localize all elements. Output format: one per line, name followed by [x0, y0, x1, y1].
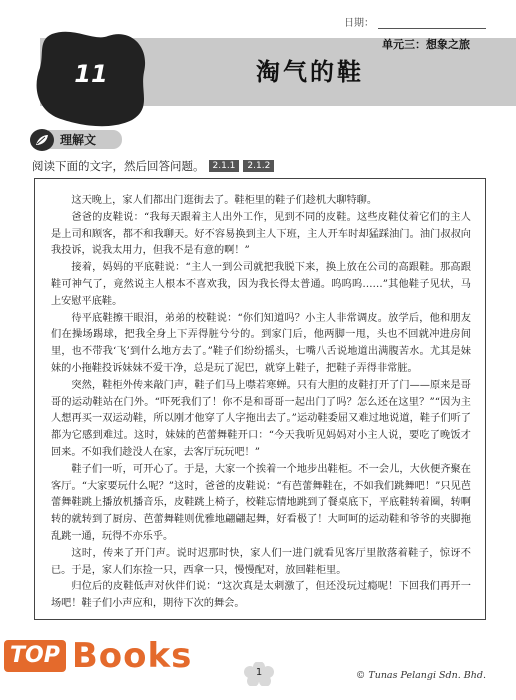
watermark-books: Books — [71, 636, 193, 676]
leaf-icon — [30, 129, 54, 151]
page-number: 1 — [255, 667, 263, 678]
lesson-number: 11 — [74, 60, 108, 88]
date-field — [344, 14, 486, 29]
page-number-badge — [244, 662, 274, 686]
paragraph: 归位后的皮鞋低声对伙伴们说：“这次真是太刺激了，但还没玩过瘾呢！下回我们再开一场吧！鞋子们小声应和，期待下次的舞会。 — [51, 581, 471, 610]
paragraph: 突然，鞋柜外传来敲门声，鞋子们马上噤若寒蝉。只有大胆的皮鞋打开了门——原来是哥哥的运动鞋站在门外。“吓死我们了！你不是和哥哥一起出门了吗？怎么还在这里？”“因为主人想再买一双运动鞋，所以刚才他穿了人字拖出去了。”运动鞋委屈又难过地说道，鞋子们听了都为它感到难过。这时，妹妹的芭蕾舞鞋开口：“今天我听见妈妈对小主人说，要吃了晚饭才回来。不如我们趁没人在家，去客厅玩玩吧！” — [51, 379, 471, 458]
instruction-text: 阅读下面的文字，然后回答问题。 — [32, 159, 205, 173]
paragraph: 鞋子们一听，可开心了。于是，大家一个挨着一个地步出鞋柜。不一会儿，大伙便齐聚在客厅。“大家要玩什么呢？”这时，爸爸的皮鞋说：“有芭蕾舞鞋在，不如我们跳舞吧！”只见芭蕾舞鞋跳上播放机播音乐，皮鞋跳上椅子，校鞋忘情地跳到了餐桌底下，平底鞋转着圈，转啊转的就转到了厨房、芭蕾舞鞋则优雅地翩翩起舞，好看极了！大呵呵的运动鞋和爷爷的夹脚拖乱跳一通，玩得不亦乐乎。 — [51, 463, 471, 542]
topbooks-watermark — [4, 636, 192, 676]
paragraph: 待平底鞋擦干眼泪，弟弟的校鞋说：“你们知道吗？小主人非常调皮。放学后，他和朋友们在操场踢球，把我全身上下弄得脏兮兮的。到家门后，他两脚一甩，头也不回就冲进房间里，也不带我‘飞’到什么地方去了。”鞋子们纷纷摇头，七嘴八舌说地道出满腹苦水。尤其是妹妹的小拖鞋投诉妹妹不爱干净，总是玩了泥巴，就穿上鞋子，把鞋子弄得非常脏。 — [51, 312, 471, 374]
paragraph: 爸爸的皮鞋说：“我每天跟着主人出外工作，见到不同的皮鞋。这些皮鞋仗着它们的主人是上司和顾客，都不和我聊天。好不容易换到主人下班，主人开车时却猛踩油门。油门叔叔向我投诉，说我太用力，但我不是有意的啊！” — [51, 211, 471, 257]
date-label: 日期： — [344, 18, 374, 29]
paragraph: 这时，传来了开门声。说时迟那时快，家人们一进门就看见客厅里散落着鞋子，惊讶不已。于是，家人们东捡一只，西拿一只，慢慢配对，放回鞋柜里。 — [51, 547, 471, 576]
skill-code: 2.1.1 — [209, 160, 240, 172]
skill-code: 2.1.2 — [243, 160, 274, 172]
unit-label: 单元三：想象之旅 — [382, 38, 470, 51]
instruction — [32, 158, 274, 174]
section-label: 理解文 — [48, 130, 122, 149]
watermark-top: TOP — [4, 640, 66, 672]
date-line — [378, 18, 486, 29]
paragraph: 接着，妈妈的平底鞋说：“主人一到公司就把我脱下来，换上放在公司的高跟鞋。那高跟鞋可神气了，竟然说主人根本不喜欢我，因为我长得太普通。呜呜呜……”其他鞋子见状，马上安慰平底鞋。 — [51, 262, 471, 307]
section-tag — [30, 131, 122, 148]
copyright: © Tunas Pelangi Sdn. Bhd. — [355, 670, 486, 681]
reading-passage — [34, 178, 486, 620]
paragraph: 这天晚上，家人们都出门逛街去了。鞋柜里的鞋子们趁机大聊特聊。 — [71, 195, 378, 206]
lesson-title: 淘气的鞋 — [256, 58, 364, 86]
